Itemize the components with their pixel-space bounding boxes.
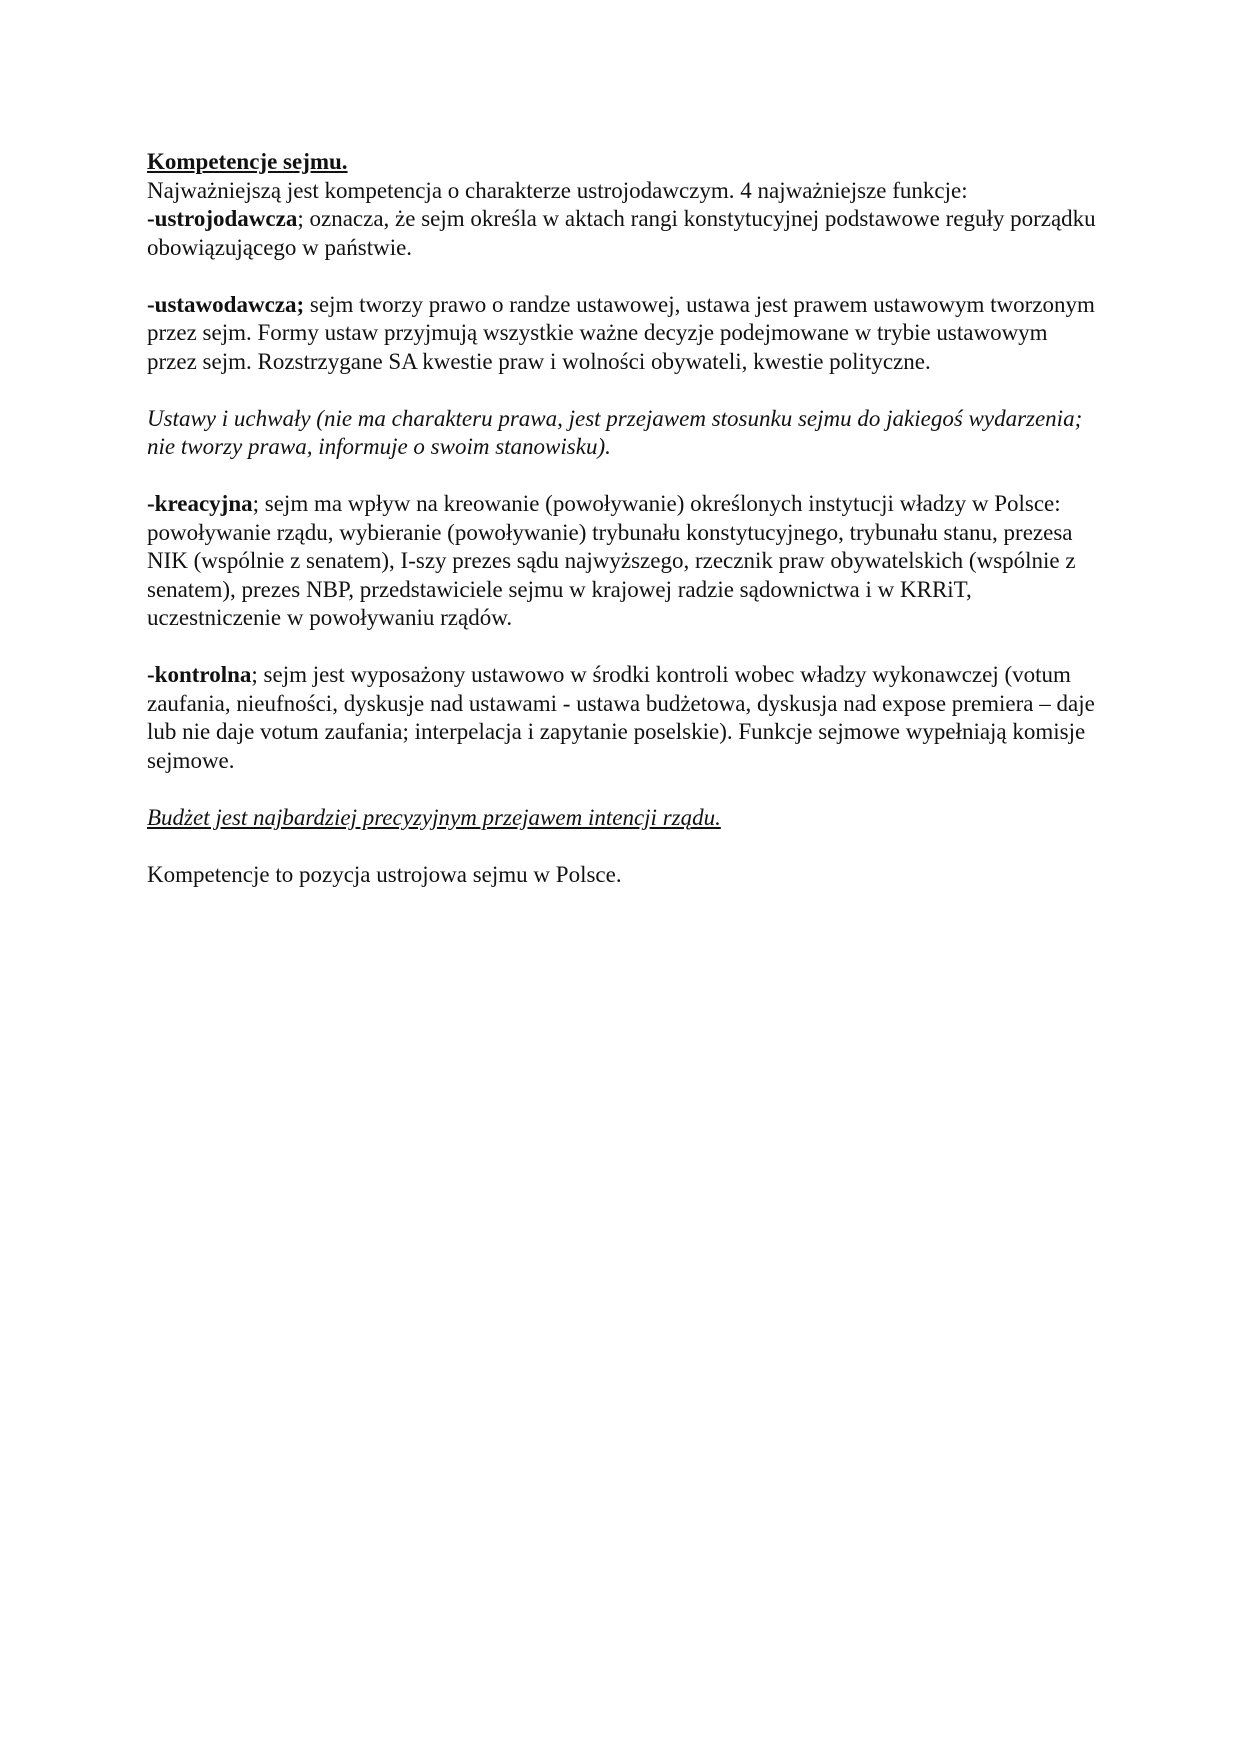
paragraph-gap <box>147 376 1097 405</box>
paragraph-gap <box>147 462 1097 491</box>
document-title <box>147 148 1097 177</box>
title-text: Kompetencje sejmu. <box>147 149 348 174</box>
kreacyjna-text: ; sejm ma wpływ na kreowanie (powoływanie) określonych instytucji władzy w Polsce: powoływanie rządu, wybieranie (powoływanie) trybunału konstytucyjnego, trybunału stanu, prezesa NIK (wspólnie z senatem), I-szy prezes sądu najwyższego, rzecznik praw obywatelskich (wspólnie z senatem), prezes NBP, przedstawiciele sejmu w krajowej radzie sądownictwa i w KRRiT, uczestniczenie w powoływaniu rządów. <box>147 491 1076 630</box>
paragraph-gap <box>147 832 1097 861</box>
kontrolna-paragraph <box>147 661 1097 775</box>
ustawy-note-paragraph: Ustawy i uchwały (nie ma charakteru prawa, jest przejawem stosunku sejmu do jakiegoś wydarzenia; nie tworzy prawa, informuje o swoim stanowisku). <box>147 405 1083 459</box>
ustrojodawcza-text: ; oznacza, że sejm określa w aktach rangi konstytucyjnej podstawowe reguły porządku obowiązującego w państwie. <box>147 206 1096 260</box>
paragraph-gap <box>147 262 1097 291</box>
budzet-note-text: Budżet jest najbardziej precyzyjnym przejawem intencji rządu. <box>147 804 721 830</box>
paragraph-gap <box>147 633 1097 662</box>
kreacyjna-paragraph <box>147 490 1097 633</box>
document-page <box>147 148 1097 889</box>
intro-paragraph: Najważniejszą jest kompetencja o charakterze ustrojodawczym. 4 najważniejsze funkcje: <box>147 177 968 203</box>
ustawodawcza-text: sejm tworzy prawo o randze ustawowej, ustawa jest prawem ustawowym tworzonym przez sejm. Formy ustaw przyjmują wszystkie ważne decyzje podejmowane w trybie ustawowym przez sejm. Rozstrzygane SA kwestie praw i wolności obywateli, kwestie polityczne. <box>147 291 1095 374</box>
ustawodawcza-term: -ustawodawcza; <box>147 291 305 317</box>
kontrolna-term: -kontrolna <box>147 662 252 687</box>
kreacyjna-term: -kreacyjna <box>147 491 253 516</box>
ustawodawcza-paragraph <box>147 291 1097 377</box>
ustrojodawcza-paragraph <box>147 205 1097 262</box>
budzet-note-paragraph <box>147 804 1097 833</box>
kontrolna-text: ; sejm jest wyposażony ustawowo w środki kontroli wobec władzy wykonawczej (votum zaufania, nieufności, dyskusje nad ustawami - ustawa budżetowa, dyskusja nad expose premiera – daje lub nie daje votum zaufania; interpelacja i zapytanie poselskie). Funkcje sejmowe wypełniają komisje sejmowe. <box>147 662 1095 773</box>
paragraph-gap <box>147 775 1097 804</box>
ustrojodawcza-term: -ustrojodawcza <box>147 206 298 231</box>
conclusion-paragraph: Kompetencje to pozycja ustrojowa sejmu w Polsce. <box>147 861 622 887</box>
